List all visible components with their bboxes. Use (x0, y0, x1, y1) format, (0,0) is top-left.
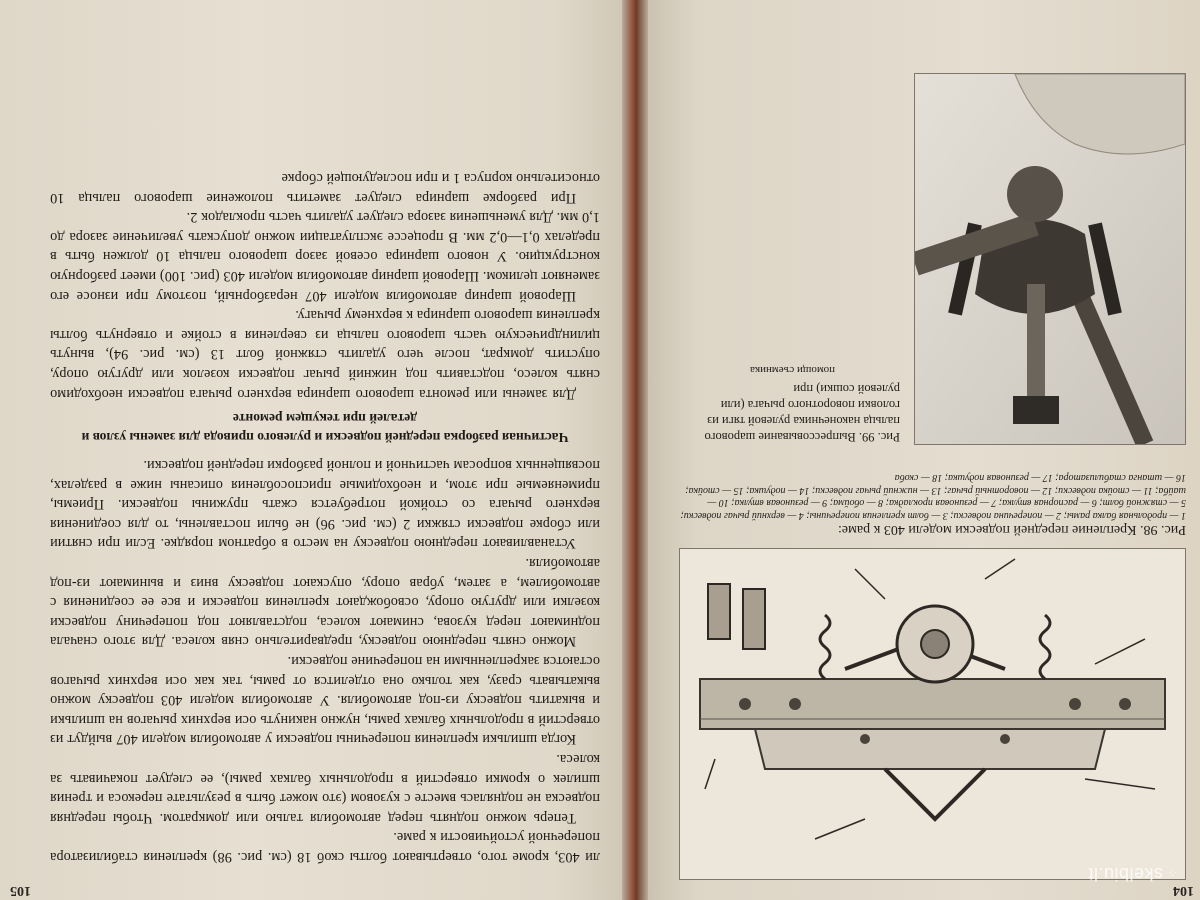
figure-98-caption (676, 471, 1186, 538)
book-gutter (622, 0, 648, 900)
right-page (640, 0, 1200, 900)
paragraph: Можно снять переднюю подвеску, предварительно сняв колеса. Для этого сначала поднимают перед кузова, снимают колеса, подставляют под поперечину подвески козелки или другую опору, освобождают крепления подвески и все ее соединения с автомобилем, а затем, убрав опору, опускают подвеску вниз и вынимают из-под автомобиля. (50, 555, 600, 650)
paragraph: Шаровой шарнир автомобиля модели 407 неразборный, поэтому при износе его заменяют целиком. Шаровой шарнир автомобиля модели 403 (рис. 100) имеет разборную конструкцию. У нового шарнира осевой зазор шарового пальца 10 должен быть в пределах 0,1—0,2 мм. В процессе эксплуатации можно допускать увеличение зазора до 1,0 мм. Для уменьшения зазора следует удалить часть прокладок 2. (50, 209, 600, 304)
suspension-drawing (680, 549, 1185, 879)
page-number: 104 (1173, 883, 1194, 898)
paragraph: Для замены или ремонта шарового шарнира верхнего рычага подвески необходимо снять колесо, подставить под нижний рычаг подвески козелок или другую опору, опустить домкрат, после чего удалить стяжной болт 13 (см. рис. 94), вынуть цилиндрическую часть шарового пальца из сверления в стойке и отвернуть болты крепления шарового шарнира к верхнему рычагу. (50, 307, 600, 402)
page-number: 105 (10, 883, 31, 898)
paragraph: Когда шпильки крепления поперечины подвески у автомобиля модели 407 выйдут из отверстий в продольных балках рамы, нужно накинуть оси верхних рычагов на шпильки и выкатить подвеску из-под автомобиля. У автомобиля модели 403 подвеску можно выкатывать сразу, как только она отделится от рамы, так как оси верхних рычагов остаются закрепленными на поперечине подвески. (50, 653, 600, 748)
paragraph: Устанавливают переднюю подвеску на место в обратном порядке. Если при снятии или сборке подвески стяжки 2 (см. рис. 96) не были поставлены, то для соединения верхнего рычага со стойкой потребуется сжать пружины подвески. Приемы, применяемые при этом, и необходимые приспособления описаны ниже в разделах, посвященных вопросам частичной и полной разборки передней подвески. (50, 457, 600, 552)
paragraph: ли 403, кроме того, отвертывают болты скоб 18 (см. рис. 98) крепления стабилизатора поперечной устойчивости к раме. (50, 829, 600, 865)
figure-98-title: Рис. 98. Крепление передней подвески модели 403 к раме: (837, 522, 1186, 537)
paragraph: При разборке шарнира следует заметить положение шарового пальца 10 относительно корпуса 1 и при последующей сборке (50, 170, 600, 206)
figure-99-puller-photo (914, 73, 1186, 445)
watermark-text: skelbiu.lt (1088, 864, 1164, 884)
figure-98-suspension-drawing (679, 548, 1186, 880)
figure-99-caption (685, 363, 900, 445)
paragraph: Теперь можно поднять перед автомобиля талью или домкратом. Чтобы передняя подвеска не поднялась вместе с кузовом (это может быть в результате перекоса и трения шпилек о кромки отверстий в продольных балках рамы), ее следует покачивать за колеса. (50, 751, 600, 826)
figure-99-subtitle: помощи съемника (750, 364, 835, 376)
puller-photo (915, 74, 1185, 444)
watermark-logo-icon: ⁘ (1167, 865, 1178, 879)
figure-99-title: Рис. 99. Выпрессовывание шарового пальца наконечника рулевой тяги из головки поворотного рычага (или рулевой сошки) при (704, 382, 900, 444)
watermark (1088, 863, 1178, 884)
section-heading: Частичная разборка передней подвески и рулевого привода для замены узлов и деталей при текущем ремонте (81, 410, 569, 445)
figure-98-legend: 1 — продольная балка рамы; 2 — поперечина подвески; 3 — болт крепления поперечины; 4 — верхний рычаг подвески; 5 — стяжной болт; 6 — распорная втулка; 7 — резиновая прокладка; 8 — обойма; 9 — резиновая втулка; 10 — шайба; 11 — стойка подвески; 12 — поворотный рычаг; 13 — нижний рычаг подвески; 14 — подушка; 15 — стойка; 16 — штанга стабилизатора; 17 — резиновая подушка; 18 — скоба (680, 472, 1186, 521)
